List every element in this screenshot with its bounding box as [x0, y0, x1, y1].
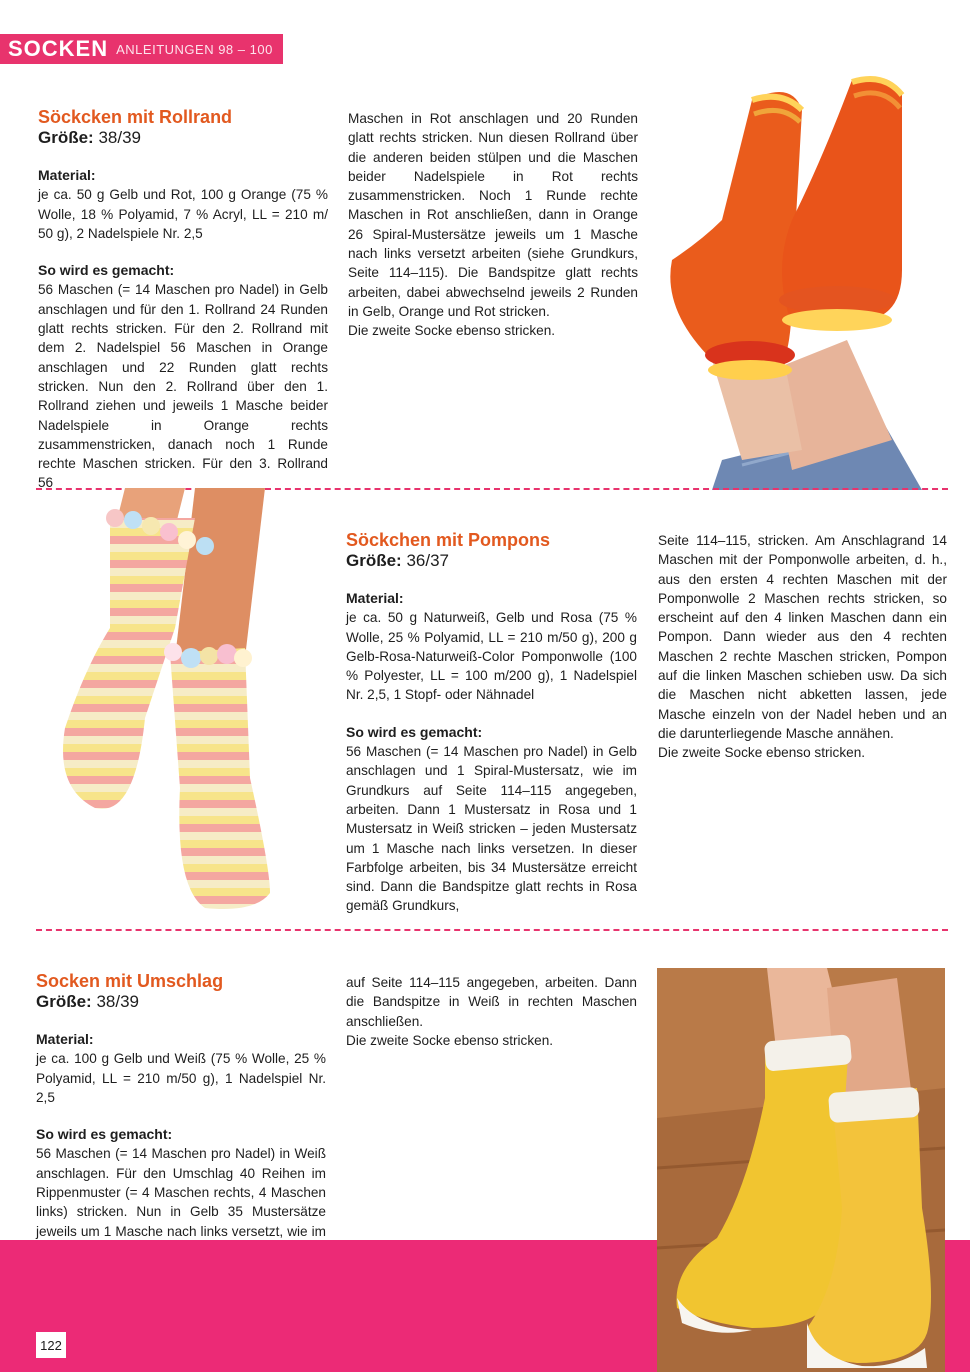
size-label: Größe: — [346, 551, 402, 570]
section-subtitle: ANLEITUNGEN 98 – 100 — [116, 41, 273, 57]
photo-roll-edge-socks — [652, 70, 952, 490]
pattern2-left-column — [346, 529, 637, 916]
photo-pompom-socks — [55, 488, 280, 913]
size-value: 38/39 — [91, 992, 139, 1011]
pattern3-left-column — [36, 970, 326, 1260]
pattern3-middle-column — [346, 973, 637, 1050]
pattern3-size — [36, 992, 326, 1012]
size-value: 36/37 — [401, 551, 449, 570]
pattern1-material-label: Material: — [38, 167, 96, 183]
size-label: Größe: — [36, 992, 92, 1011]
pattern3-howto-label: So wird es gemacht: — [36, 1126, 173, 1143]
size-value: 38/39 — [93, 128, 141, 147]
pattern2-howto-continued: Seite 114–115, stricken. Am Anschlagrand 14 Maschen mit der Pomponwolle arbeiten, d. h., aus den ersten 4 rechten Maschen mit der Pomponwolle 2 Maschen rechts stricken, so erscheint auf den 4 linken Maschen dann ein Pompon. Dann wieder aus den 4 rechten Maschen 2 rechte Maschen stricken, Pompon auf die linken Maschen schieben usw. Da sich die Maschen nicht abketten lassen, jede Masche einzeln von der Nadel heben und an die darunterliegende Masche annähen. — [658, 533, 947, 741]
pattern1-howto-label: So wird es gemacht: — [38, 262, 175, 279]
pattern1-size — [38, 128, 328, 148]
section-header — [0, 34, 283, 64]
pattern2-material-text: je ca. 50 g Naturweiß, Gelb und Rosa (75 % Wolle, 25 % Polyamid, LL = 210 m/50 g), 200 g Gelb-Rosa-Naturweiß-Color Pomponwolle (100 % Polyester, LL = 100 m/200 g), 1 Nadelspiel Nr. 2,5, 1 Stopf- oder Nähnadel — [346, 610, 637, 703]
pattern1-closing: Die zweite Socke ebenso stricken. — [348, 323, 556, 339]
pattern2-size — [346, 551, 637, 571]
pattern2-material-label: Material: — [346, 590, 404, 606]
pattern1-title: Söckcken mit Rollrand — [38, 107, 233, 127]
pattern3-material-text: je ca. 100 g Gelb und Weiß (75 % Wolle, 25 % Polyamid, LL = 210 m/50 g), 1 Nadelspiel Nr. 2,5 — [36, 1051, 326, 1105]
pattern2-howto-label: So wird es gemacht: — [346, 723, 483, 740]
pattern2-title: Söckchen mit Pompons — [346, 530, 551, 550]
pattern2-closing: Die zweite Socke ebenso stricken. — [658, 745, 866, 761]
page-number: 122 — [36, 1332, 66, 1358]
size-label: Größe: — [38, 128, 94, 147]
pattern2-right-column — [658, 531, 947, 763]
pattern1-left-column — [38, 106, 328, 493]
pattern1-material-text: je ca. 50 g Gelb und Rot, 100 g Orange (75 % Wolle, 18 % Polyamid, 7 % Acryl, LL = 210 m/ 50 g), 2 Nadelspiele Nr. 2,5 — [38, 187, 328, 241]
pattern3-howto-text: 56 Maschen (= 14 Maschen pro Nadel) in Weiß anschlagen. Für den Umschlag 40 Reihen im Rippenmuster (= 4 Maschen rechts, 4 Maschen links) stricken. Nun in Gelb 35 Mustersätze jeweils um 1 Masche nach links versetzt, wie im — [36, 1146, 326, 1239]
pattern1-middle-column — [348, 109, 638, 341]
pattern3-title: Socken mit Umschlag — [36, 971, 224, 991]
photo-cuffed-socks — [657, 968, 945, 1372]
section-divider — [36, 929, 948, 931]
pattern2-howto-text: 56 Maschen (= 14 Maschen pro Nadel) in Gelb anschlagen und 1 Spiral-Mustersatz, wie im Grundkurs auf Seite 114–115 angegeben, arbeiten. Dann 1 Mustersatz in Rosa und 1 Mustersatz in Weiß stricken – jeden Mustersatz um 1 Masche nach links versetzen. In dieser Farbfolge arbeiten, bis 34 Mustersätze erreicht sind. Dann die Bandspitze glatt rechts in Rosa gemäß Grundkurs, — [346, 744, 637, 914]
pattern1-howto-text: 56 Maschen (= 14 Maschen pro Nadel) in Gelb anschlagen und für den 1. Rollrand 24 Runden glatt rechts stricken. Für den 2. Rollrand mit dem 2. Nadelspiel 56 Maschen in Orange anschlagen und 22 Runden glatt rechts stricken. Nun den 2. Rollrand über den 1. Rollrand ziehen und jeweils 1 Masche beider Nadelspiele in Orange rechts zusammenstricken, danach noch 1 Runde rechte Maschen stricken. Für den 3. Rollrand 56 — [38, 282, 328, 491]
pattern3-howto-continued: auf Seite 114–115 angegeben, arbeiten. Dann die Bandspitze in Weiß in rechten Maschen anschließen. — [346, 975, 637, 1029]
pattern3-closing: Die zweite Socke ebenso stricken. — [346, 1032, 554, 1048]
section-title: SOCKEN — [8, 36, 109, 61]
pattern3-material-label: Material: — [36, 1031, 94, 1047]
pattern1-howto-continued: Maschen in Rot anschlagen und 20 Runden glatt rechts stricken. Nun diesen Rollrand über die anderen beiden stülpen und die Maschen beider Nadelspiele in Rot rechts zusammenstricken. Noch 1 Runde rechte Maschen in Rot anschließen, dann in Orange 26 Spiral-Mustersätze jeweils um 1 Masche nach links versetzt arbeiten (siehe Grundkurs, Seite 114–115). Die Bandspitze glatt rechts arbeiten, dabei abwechselnd jeweils 2 Runden in Gelb, Orange und Rot stricken. — [348, 111, 638, 319]
